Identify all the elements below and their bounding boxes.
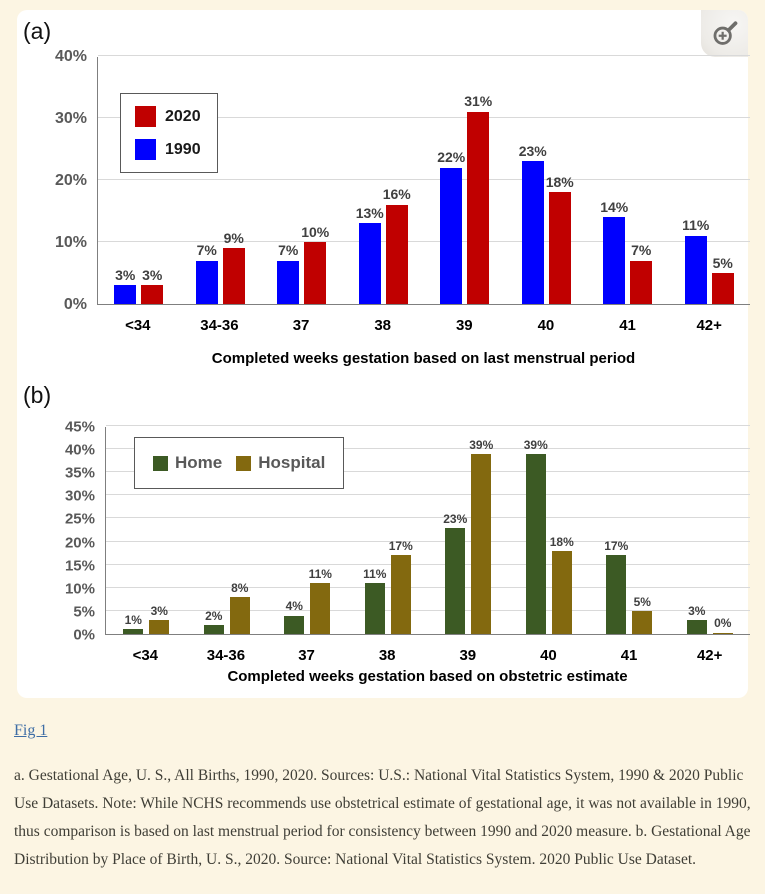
x-axis-labels bbox=[97, 317, 750, 334]
legend-swatch-icon bbox=[153, 456, 168, 471]
y-tick-label: 10% bbox=[64, 580, 95, 598]
legend-item-1990 bbox=[135, 139, 201, 160]
legend-item-Hospital bbox=[236, 453, 325, 473]
bar-wrap bbox=[469, 437, 494, 634]
fig-1-link[interactable]: Fig 1 bbox=[14, 722, 48, 739]
chart-b-x-axis-title: Completed weeks gestation based on obstetric estimate bbox=[227, 668, 628, 685]
bar-value-label: 3% bbox=[142, 267, 163, 284]
bar-value-label: 11% bbox=[682, 217, 710, 234]
bar-group-39 bbox=[424, 57, 506, 304]
bar-value-label: 0% bbox=[714, 616, 732, 631]
y-tick-label: 35% bbox=[64, 464, 95, 482]
bar-wrap bbox=[388, 539, 413, 634]
bar-wrap bbox=[437, 149, 466, 304]
bar-value-label: 16% bbox=[382, 186, 411, 203]
bar-2020-41 bbox=[630, 261, 652, 304]
bar-wrap bbox=[355, 205, 384, 304]
bar-Home-38 bbox=[365, 583, 385, 634]
legend-label: Home bbox=[175, 453, 223, 472]
bar-Home-<34 bbox=[123, 629, 143, 634]
bar-value-label: 3% bbox=[115, 267, 136, 284]
bar-value-label: 14% bbox=[600, 198, 629, 215]
bar-group-42+ bbox=[670, 427, 751, 634]
bar-group-38 bbox=[348, 427, 429, 634]
x-tick-label-39: 39 bbox=[455, 317, 473, 334]
bar-2020-<34 bbox=[141, 285, 163, 304]
figure-card bbox=[17, 10, 748, 698]
legend-swatch-icon bbox=[135, 106, 156, 127]
bar-wrap bbox=[365, 568, 385, 634]
x-tick-label-41: 41 bbox=[619, 317, 636, 334]
bar-wrap bbox=[382, 186, 411, 304]
y-tick-label: 25% bbox=[64, 510, 95, 528]
bar-Hospital-39 bbox=[471, 454, 491, 634]
y-tick-label: 15% bbox=[64, 557, 95, 575]
bar-wrap bbox=[630, 243, 652, 304]
bar-value-label: 39% bbox=[469, 437, 494, 452]
bar-2020-34-36 bbox=[223, 248, 245, 304]
bar-wrap bbox=[464, 93, 493, 304]
bar-wrap bbox=[632, 596, 652, 634]
bar-value-label: 18% bbox=[545, 174, 574, 191]
bar-wrap bbox=[230, 582, 250, 634]
bar-group-41 bbox=[589, 427, 670, 634]
bar-wrap bbox=[600, 198, 629, 304]
bar-Hospital-<34 bbox=[149, 620, 169, 634]
bar-wrap bbox=[141, 268, 163, 304]
bar-wrap bbox=[443, 511, 468, 634]
legend-item-Home bbox=[153, 453, 222, 473]
bar-wrap bbox=[114, 268, 136, 304]
bar-Home-39 bbox=[445, 528, 465, 634]
chart-b-plot-area bbox=[105, 427, 750, 635]
bar-2020-37 bbox=[304, 242, 326, 304]
bar-wrap bbox=[301, 223, 330, 304]
bar-wrap bbox=[284, 600, 304, 634]
legend-item-2020 bbox=[135, 106, 201, 127]
bar-value-label: 10% bbox=[301, 223, 330, 240]
magnifier-plus-icon bbox=[711, 20, 739, 48]
bar-1990-41 bbox=[603, 217, 625, 304]
bar-wrap bbox=[604, 539, 629, 634]
bar-1990-<34 bbox=[114, 285, 136, 304]
bar-Home-42+ bbox=[687, 620, 707, 634]
bar-value-label: 5% bbox=[633, 594, 651, 609]
bar-value-label: 17% bbox=[388, 539, 413, 554]
bar-value-label: 18% bbox=[549, 534, 574, 549]
bar-group-40 bbox=[509, 427, 590, 634]
bar-2020-42+ bbox=[712, 273, 734, 304]
bar-wrap bbox=[545, 174, 574, 304]
bar-Hospital-42+ bbox=[713, 633, 733, 635]
legend-label: 1990 bbox=[165, 140, 201, 158]
bar-1990-34-36 bbox=[196, 261, 218, 304]
x-tick-label-42+: 42+ bbox=[696, 317, 722, 334]
x-tick-label-<34: <34 bbox=[132, 647, 159, 664]
y-tick-label: 30% bbox=[64, 487, 95, 505]
bar-wrap bbox=[277, 243, 299, 304]
x-tick-label-40: 40 bbox=[537, 317, 555, 334]
gridline bbox=[98, 55, 750, 56]
x-tick-label-38: 38 bbox=[374, 317, 392, 334]
x-tick-label-41: 41 bbox=[620, 647, 638, 664]
bar-Home-34-36 bbox=[204, 625, 224, 634]
bar-group-37 bbox=[261, 57, 343, 304]
bar-wrap bbox=[523, 437, 548, 634]
bar-value-label: 31% bbox=[464, 93, 493, 110]
x-tick-label-42+: 42+ bbox=[696, 647, 723, 664]
x-tick-label-34-36: 34-36 bbox=[206, 647, 246, 664]
y-tick-label: 0% bbox=[73, 626, 95, 644]
bar-value-label: 4% bbox=[285, 599, 303, 614]
legend-swatch-icon bbox=[135, 139, 156, 160]
bar-group-38 bbox=[343, 57, 425, 304]
bar-Hospital-37 bbox=[310, 583, 330, 634]
bar-Hospital-40 bbox=[552, 551, 572, 634]
bar-value-label: 7% bbox=[196, 242, 217, 259]
y-tick-label: 20% bbox=[64, 534, 95, 552]
y-tick-label: 30% bbox=[54, 110, 87, 127]
bar-Hospital-38 bbox=[391, 555, 411, 634]
bar-Hospital-34-36 bbox=[230, 597, 250, 634]
chart-b-legend bbox=[134, 437, 344, 489]
bar-value-label: 22% bbox=[437, 149, 466, 166]
x-tick-label-38: 38 bbox=[378, 647, 396, 664]
panel-b-label: (b) bbox=[23, 382, 52, 408]
bar-value-label: 23% bbox=[443, 511, 468, 526]
bar-1990-39 bbox=[440, 168, 462, 304]
y-tick-label: 40% bbox=[64, 441, 95, 459]
y-tick-label: 10% bbox=[54, 234, 87, 251]
x-tick-label-37: 37 bbox=[298, 647, 315, 664]
bar-wrap bbox=[549, 534, 574, 634]
zoom-figure-button[interactable] bbox=[701, 10, 748, 57]
bar-wrap bbox=[682, 217, 710, 304]
x-tick-label-34-36: 34-36 bbox=[200, 317, 239, 334]
bar-Home-37 bbox=[284, 616, 304, 634]
bar-value-label: 2% bbox=[205, 608, 223, 623]
bar-wrap bbox=[687, 605, 707, 634]
bar-wrap bbox=[713, 617, 733, 634]
bar-1990-38 bbox=[359, 223, 381, 304]
y-tick-label: 0% bbox=[63, 296, 87, 313]
bar-1990-37 bbox=[277, 261, 299, 304]
bar-wrap bbox=[712, 256, 734, 304]
bar-value-label: 23% bbox=[518, 143, 547, 160]
y-tick-label: 40% bbox=[54, 48, 87, 65]
legend-label: Hospital bbox=[258, 453, 326, 472]
bar-2020-39 bbox=[467, 112, 489, 304]
bar-group-39 bbox=[428, 427, 509, 634]
bar-value-label: 7% bbox=[631, 242, 652, 259]
bar-value-label: 1% bbox=[124, 613, 142, 628]
bar-Home-40 bbox=[526, 454, 546, 634]
bar-value-label: 8% bbox=[231, 580, 249, 595]
chart-a-legend bbox=[120, 93, 218, 173]
legend-label: 2020 bbox=[165, 107, 201, 125]
bar-wrap bbox=[196, 243, 218, 304]
x-tick-label-40: 40 bbox=[540, 647, 557, 664]
x-tick-label-39: 39 bbox=[459, 647, 477, 664]
bar-value-label: 13% bbox=[355, 205, 384, 222]
bar-value-label: 7% bbox=[278, 242, 299, 259]
bar-value-label: 17% bbox=[604, 539, 629, 554]
figure-caption-text: a. Gestational Age, U. S., All Births, 1990, 2020. Sources: U.S.: National Vital Statistics System, 1990 & 2020 Public Use Datasets. Note: While NCHS recommends use obstetrical estimate of gestational age, it was not available in 1990, thus comparison is based on last menstrual period for consistency between 1990 and 2020 measure. b. Gestational Age Distribution by Place of Birth, U. S., 2020. Source: National Vital Statistics System. 2020 Public Use Dataset. bbox=[14, 767, 751, 868]
x-tick-label-37: 37 bbox=[292, 317, 310, 334]
caption-area bbox=[14, 722, 751, 874]
chart-a-x-axis-title: Completed weeks gestation based on last menstrual period bbox=[211, 350, 636, 367]
x-tick-label-<34: <34 bbox=[125, 317, 151, 334]
y-tick-label: 5% bbox=[73, 603, 95, 621]
bar-value-label: 5% bbox=[712, 254, 733, 271]
bar-group-40 bbox=[506, 57, 588, 304]
bar-value-label: 39% bbox=[523, 437, 548, 452]
bar-1990-40 bbox=[522, 161, 544, 304]
x-axis-labels bbox=[105, 647, 750, 664]
bar-group-42+ bbox=[669, 57, 751, 304]
bar-wrap bbox=[149, 605, 169, 634]
bar-Home-41 bbox=[606, 555, 626, 634]
bar-wrap bbox=[310, 568, 330, 634]
bar-2020-40 bbox=[549, 192, 571, 304]
bar-value-label: 9% bbox=[223, 229, 244, 246]
bar-value-label: 11% bbox=[363, 566, 387, 581]
y-tick-label: 20% bbox=[54, 172, 87, 189]
legend-swatch-icon bbox=[236, 456, 251, 471]
bar-value-label: 3% bbox=[150, 603, 168, 618]
bar-Hospital-41 bbox=[632, 611, 652, 634]
y-tick-label: 45% bbox=[64, 418, 95, 436]
bar-value-label: 11% bbox=[308, 566, 332, 581]
bar-2020-38 bbox=[386, 205, 408, 304]
bar-wrap bbox=[223, 231, 245, 304]
chart-a-plot-area bbox=[97, 57, 750, 305]
panel-a-label: (a) bbox=[23, 18, 52, 44]
bar-1990-42+ bbox=[685, 236, 707, 304]
bar-wrap bbox=[518, 143, 547, 304]
bar-wrap bbox=[123, 614, 143, 634]
bar-value-label: 3% bbox=[688, 603, 706, 618]
gridline bbox=[106, 425, 750, 426]
bar-wrap bbox=[204, 610, 224, 634]
bar-group-41 bbox=[587, 57, 669, 304]
